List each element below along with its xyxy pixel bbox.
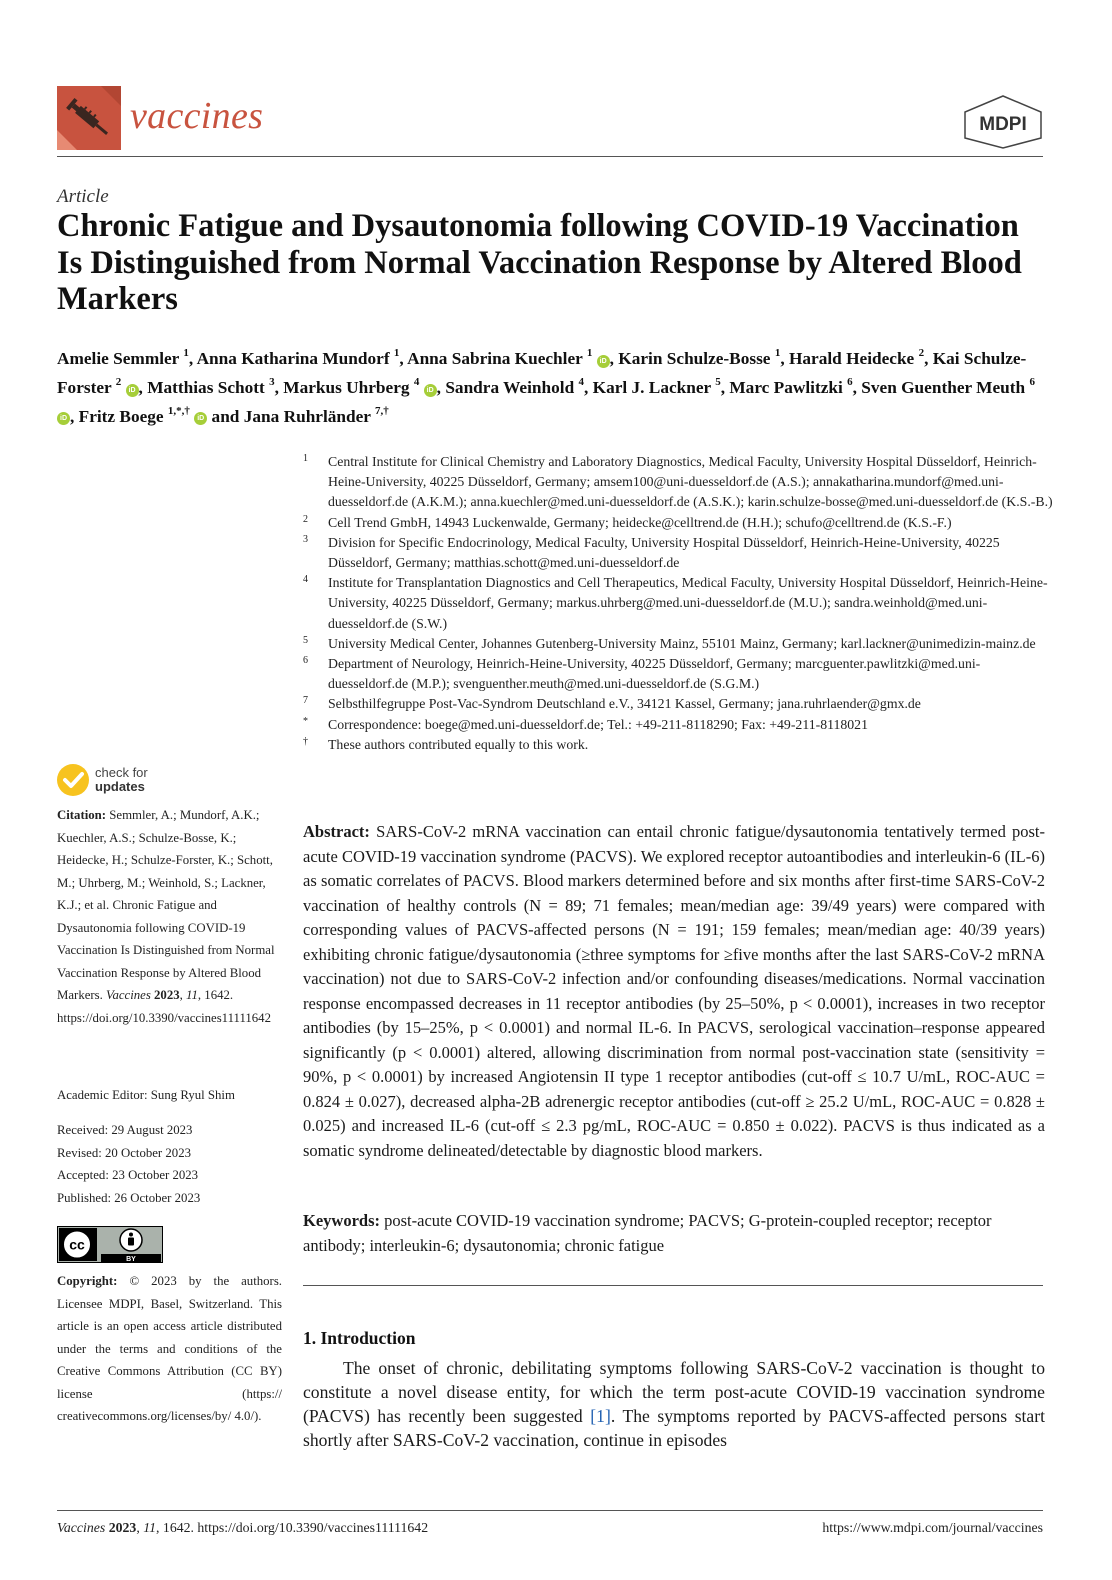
date-published: Published: 26 October 2023 [57,1190,201,1205]
author-name: Anna Katharina Mundorf [196,348,390,368]
copyright-label: Copyright: [57,1274,118,1288]
publication-dates [57,1119,282,1209]
section-rule [303,1285,1043,1286]
orcid-icon[interactable]: iD [597,355,610,368]
affiliation-marker: 1 [303,453,308,464]
author-affiliation-marker: 6 [847,375,853,388]
author-affiliation-marker: 1 [586,347,593,359]
copyright-block [57,1270,282,1428]
affiliation-marker: * [303,715,308,727]
affiliation-marker: 6 [303,655,308,667]
authors-and: and [211,406,240,426]
article-type: Article [57,186,109,207]
author-list: Amelie Semmler $^1$, Anna Katharina Mundorf $^1$, Anna Sabrina Kuechler $^1$ iD , Karin Schulze-Bosse $^1$, Harald Heidecke $^2$, Kai Schulze-Forster $^2$ iD , Matthias Schott $^3$, Markus Uhrberg $^4$ iD , Sandra Weinhold $^4$, Karl J. Lackner $^5$, Marc Pawlitzki $^6$, Sven Guenther Meuth $^6$ iD , Fritz Boege $^{1,*,\dagger}$ iD and Jana Ruhrländer $^{7,\dagger}$ [57,347,1035,426]
author-name: Karin Schulze-Bosse [618,348,771,368]
abstract-label: Abstract: [303,822,370,841]
publisher-name: MDPI [979,114,1027,135]
affiliation-text: Selbsthilfegruppe Post-Vac-Syndrom Deutschland e.V., 34121 Kassel, Germany; jana.ruhrlaender@gmx.de [328,696,921,712]
check-icon [57,764,89,796]
affiliation-item [303,735,1053,755]
author-name: Jana Ruhrländer [243,406,371,426]
author-name: Karl J. Lackner [592,377,711,397]
affiliation-item [303,634,1053,654]
affiliation-item [303,533,1053,573]
affiliation-item [303,694,1053,714]
author-affiliation-marker: 4 [413,375,420,388]
syringe-icon [57,86,121,150]
by-text: BY [126,1256,136,1263]
author-name: Kai Schulze-Forster [57,348,1027,397]
author-affiliation-marker: 1 [183,347,189,359]
author-affiliation-marker: 1 [393,347,400,359]
footer-doi[interactable]: , 1642. https://doi.org/10.3390/vaccines11111642 [156,1520,429,1535]
affiliation-marker: 5 [303,634,308,646]
cc-by-license-badge[interactable] [57,1226,163,1263]
affiliation-marker: † [303,735,308,747]
citation-journal: Vaccines [106,988,151,1002]
author-affiliation-marker: 3 [269,375,275,388]
author-affiliation-marker: 1,*,† [167,404,190,417]
abstract-text: SARS-CoV-2 mRNA vaccination can entail chronic fatigue/dysautonomia tentatively termed post-acute COVID-19 vaccination syndrome (PACVS). We explored receptor autoantibodies and interleukin-6 (IL-6) as somatic correlates of PACVS. Blood markers determined before and six months after first-time SARS-CoV-2 vaccination of healthy controls (N = 89; 71 females; mean/median age: 39/49 years) were compared with corresponding values of PACVS-affected persons (N = 191; 159 females; mean/median age: 40/39 years) exhibiting chronic fatigue/dysautonomia (≥three symptoms for ≥five months after the last SARS-CoV-2 mRNA vaccination) not due to SARS-CoV-2 infection and/or confounding diseases/medications. Normal vaccination response encompassed decreases in 11 receptor antibodies (by 25–50%, p < 0.0001), increases in two receptor antibodies (by 15–25%, p < 0.0001) and normal IL-6. In PACVS, serological vaccination–response appeared significantly (p < 0.0001) altered, allowing discrimination from normal post-vaccination state (sensitivity = 90%, p < 0.0001) by increased Angiotensin II type 1 receptor antibodies (cut-off ≤ 10.7 U/mL, ROC-AUC = 0.824 ± 0.027), decreased alpha-2B adrenergic receptor antibodies (cut-off ≥ 25.2 U/mL, ROC-AUC = 0.828 ± 0.025) and increased IL-6 (cut-off ≤ 2.3 pg/mL, ROC-AUC = 0.850 ± 0.022). PACVS is thus indicated as a somatic syndrome delineated/detectable by diagnostic blood markers. [303,822,1045,1160]
citation-text: Semmler, A.; Mundorf, A.K.; Kuechler, A.S.; Schulze-Bosse, K.; Heidecke, H.; Schulze-Forster, K.; Schott, M.; Uhrberg, M.; Weinhold, S.; Lackner, K.J.; et al. Chronic Fatigue and Dysautonomia following COVID-19 Vaccination Is Distinguished from Normal Vaccination Response by Altered Blood Markers. [57,808,275,1002]
affiliation-marker: 4 [303,574,308,586]
author-affiliation-marker: 5 [715,375,721,388]
header-rule [57,156,1043,157]
academic-editor: Academic Editor: Sung Ryul Shim [57,1088,235,1102]
footer-citation: Vaccines 2023, 11, 1642. https://doi.org/10.3390/vaccines11111642 [57,1520,429,1535]
author-affiliation-marker: 6 [1029,375,1035,388]
journal-logo [57,86,121,150]
intro-text-after: . The symptoms reported by PACVS-affected persons start shortly after SARS-CoV-2 vaccination, continue in episodes [303,1406,1045,1450]
affiliations [303,452,1053,755]
affiliation-text: University Medical Center, Johannes Gutenberg-University Mainz, 55101 Mainz, Germany; karl.lackner@unimedizin-mainz.de [328,635,1036,651]
citation-block: Citation: Semmler, A.; Mundorf, A.K.; Kuechler, A.S.; Schulze-Bosse, K.; Heidecke, H.; Schulze-Forster, K.; Schott, M.; Uhrberg, M.; Weinhold, S.; Lackner, K.J.; et al. Chronic Fatigue and Dysautonomia following COVID-19 Vaccination Is Distinguished from Normal Vaccination Response by Altered Blood Markers. Vaccines 2023, 11, 1642. https://doi.org/10.3390/vaccines11111642 [57,808,275,1025]
check-updates-line2: updates [95,779,145,794]
author-affiliation-marker: 2 [918,347,925,359]
orcid-icon[interactable]: iD [126,384,139,397]
affiliation-item [303,452,1053,513]
keywords [303,1209,1045,1258]
affiliation-item [303,654,1053,694]
citation-doi[interactable]: 1642. https://doi.org/10.3390/vaccines11111642 [57,988,271,1025]
journal-name: vaccines [130,95,264,137]
date-revised: Revised: 20 October 2023 [57,1145,191,1160]
check-for-updates-badge[interactable] [57,764,197,798]
date-accepted: Accepted: 23 October 2023 [57,1168,199,1182]
author-name: Sven Guenther Meuth [861,377,1026,397]
author-name: Harald Heidecke [788,348,915,368]
affiliation-item [303,573,1053,634]
citation-volume: 11 [186,988,198,1002]
abstract [303,820,1045,1163]
citation-year: 2023 [154,988,180,1002]
affiliation-text: These authors contributed equally to this work. [328,736,589,752]
author-name: Amelie Semmler [57,348,180,368]
orcid-icon[interactable]: iD [424,384,437,397]
footer-journal-url[interactable]: https://www.mdpi.com/journal/vaccines [822,1520,1043,1535]
footer-volume: 11 [143,1520,157,1535]
keywords-label: Keywords: [303,1211,380,1230]
keywords-text: post-acute COVID-19 vaccination syndrome; PACVS; G-protein-coupled receptor; receptor antibody; interleukin-6; dysautonomia; chronic fatigue [303,1211,992,1255]
affiliation-text: Correspondence: boege@med.uni-duesseldorf.de; Tel.: +49-211-8118290; Fax: +49-211-8118021 [328,716,868,732]
orcid-icon[interactable]: iD [57,412,70,425]
affiliation-item [303,513,1053,533]
author-name: Sandra Weinhold [445,377,575,397]
check-updates-line1: check for [95,765,148,780]
citation-link-1[interactable]: [1] [590,1406,611,1426]
footer-rule [57,1510,1043,1511]
author-affiliation-marker: 1 [774,347,781,359]
footer-year: 2023 [108,1520,137,1535]
section-heading-introduction: 1. Introduction [303,1328,416,1348]
cc-text: cc [69,1236,85,1253]
citation-label: Citation: [57,808,107,822]
author-name: Marc Pawlitzki [729,377,843,397]
affiliation-marker: 7 [303,695,308,707]
footer-journal: Vaccines [57,1520,106,1535]
author-affiliation-marker: 2 [115,375,122,388]
author-affiliation-marker: 4 [578,375,585,388]
date-received: Received: 29 August 2023 [57,1123,193,1137]
affiliation-text: Cell Trend GmbH, 14943 Luckenwalde, Germany; heidecke@celltrend.de (H.H.); schufo@celltrend.de (K.S.-F.) [328,514,952,530]
affiliation-text: Division for Specific Endocrinology, Medical Faculty, University Hospital Düsseldorf, Heinrich-Heine-University, 40225 Düsseldorf, Germany; matthias.schott@med.uni-duesseldorf.de [328,534,1000,571]
affiliation-marker: 2 [303,513,308,525]
copyright-text: © 2023 by the authors. Licensee MDPI, Basel, Switzerland. This article is an open access article distributed under the terms and conditions of the Creative Commons Attribution (CC BY) license (https:// creativecommons.org/licenses/by/ 4.0/). [57,1274,283,1423]
affiliation-marker: 3 [303,533,308,545]
orcid-icon[interactable]: iD [194,412,207,425]
author-name: Fritz Boege [78,406,164,426]
affiliation-text: Central Institute for Clinical Chemistry and Laboratory Diagnostics, Medical Faculty, University Hospital Düsseldorf, Heinrich-Heine-University, 40225 Düsseldorf, Germany; amsem100@uni-duesseldorf.de (A.S.); annakatharina.mundorf@med.uni-duesseldorf.de (A.K.M.); anna.kuechler@med.uni-duesseldorf.de (A.S.K.); karin.schulze-bosse@med.uni-duesseldorf.de (K.S.-B.) [328,454,1053,510]
intro-text-before: The onset of chronic, debilitating symptoms following SARS-CoV-2 vaccination is thought to constitute a novel disease entity, for which the term post-acute COVID-19 vaccination syndrome (PACVS) has recently been suggested [303,1358,1045,1426]
mdpi-logo [962,94,1044,150]
affiliation-item [303,715,1053,735]
author-name: Markus Uhrberg [283,377,410,397]
author-affiliation-marker: 7,† [375,404,389,417]
introduction-paragraph [303,1356,1045,1452]
author-name: Anna Sabrina Kuechler [407,348,583,368]
affiliation-text: Department of Neurology, Heinrich-Heine-University, 40225 Düsseldorf, Germany; marcguenter.pawlitzki@med.uni-duesseldorf.de (M.P.); svenguenther.meuth@med.uni-duesseldorf.de (S.G.M.) [328,656,981,692]
author-name: Matthias Schott [147,377,265,397]
affiliation-text: Institute for Transplantation Diagnostics and Cell Therapeutics, Medical Faculty, University Hospital Düsseldorf, Heinrich-Heine-University, 40225 Düsseldorf, Germany; markus.uhrberg@med.uni-duesseldorf.de (M.U.); sandra.weinhold@med.uni-duesseldorf.de (S.W.) [328,575,1048,631]
article-title: Chronic Fatigue and Dysautonomia following COVID-19 Vaccination Is Distinguished from Normal Vaccination Response by Altered Blood Markers [57,208,1022,317]
